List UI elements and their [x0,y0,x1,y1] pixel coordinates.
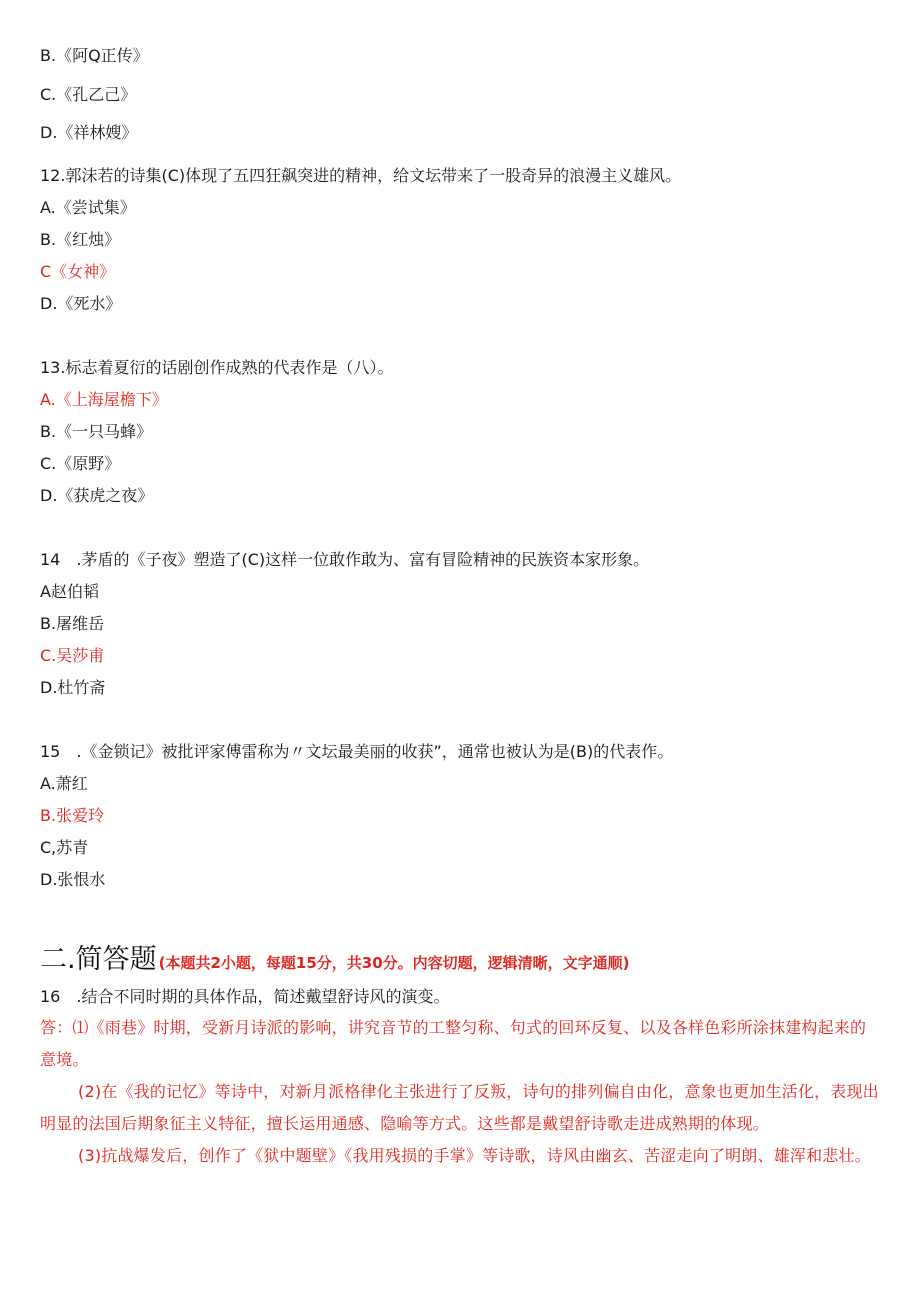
section-note: (本题共2小题，每题15分，共30分。内容切题，逻辑清晰，文字通顺) [158,954,630,972]
q13-option-c: C.《原野》 [40,454,121,473]
q15-stem: 15 .《金锁记》被批评家傅雷称为〃文坛最美丽的收获”，通常也被认为是(B)的代表作。 [40,742,674,761]
q15-option-d: D.张恨水 [40,870,106,889]
q15-option-b-correct: B.张爱玲 [40,806,105,825]
q12-option-c-correct: C《女神》 [40,262,116,281]
q14-stem: 14 .茅盾的《子夜》塑造了(C)这样一位敢作敢为、富有冒险精神的民族资本家形象。 [40,550,650,569]
q12-option-d: D.《死水》 [40,294,122,313]
q14-option-d: D.杜竹斋 [40,678,106,697]
q14-option-b: B.屠维岳 [40,614,105,633]
q11-option-b: B.《阿Q正传》 [40,46,149,65]
q15-option-c: C,苏青 [40,838,89,857]
q15-option-a: A.萧红 [40,774,88,793]
q14-option-c-correct: C.吴莎甫 [40,646,105,665]
q16-answer-part-3: (3)抗战爆发后，创作了《狱中题壁》《我用残损的手掌》等诗歌，诗风由幽玄、苦涩走向了明朗、雄浑和悲壮。 [78,1146,871,1165]
q16-answer-part-1: 答：⑴《雨巷》时期，受新月诗派的影响，讲究音节的工整匀称、句式的回环反复、以及各样色彩所涂抹建构起来的意境。 [40,1018,867,1069]
q12-option-a: A.《尝试集》 [40,198,136,217]
q13-option-a-correct: A.《上海屋檐下》 [40,390,168,409]
q11-option-d: D.《祥林嫂》 [40,123,138,142]
section-title: 二.简答题 [40,944,157,975]
q13-option-b: B.《一只马蜂》 [40,422,153,441]
q12-stem: 12.郭沫若的诗集(C)体现了五四狂飙突进的精神，给文坛带来了一股奇异的浪漫主义雄风。 [40,166,682,185]
q11-option-c: C.《孔乙己》 [40,85,137,104]
q14-option-a: A赵伯韬 [40,582,99,601]
q12-option-b: B.《红烛》 [40,230,121,249]
section-heading [40,942,630,978]
q16-answer-part-2: (2)在《我的记忆》等诗中，对新月派格律化主张进行了反叛，诗句的排列偏自由化，意象也更加生活化，表现出明显的法国后期象征主义特征，擅长运用通感、隐喻等方式。这些都是戴望舒诗歌走进成熟期的体现。 [40,1082,879,1133]
q16-stem: 16 .结合不同时期的具体作品，简述戴望舒诗风的演变。 [40,987,450,1006]
q13-stem: 13.标志着夏衍的话剧创作成熟的代表作是（八）。 [40,358,394,377]
q13-option-d: D.《获虎之夜》 [40,486,154,505]
